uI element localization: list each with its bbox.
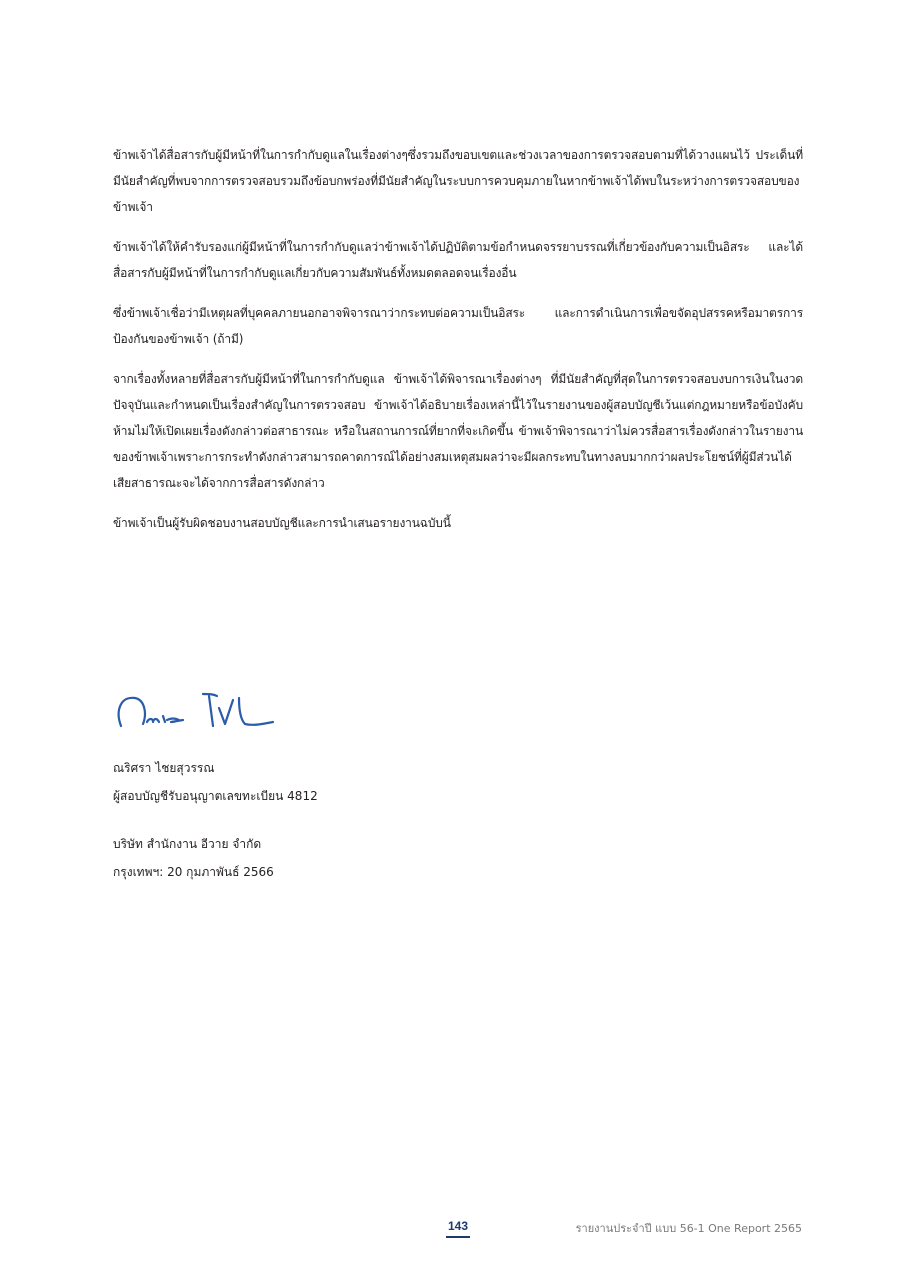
paragraph-responsibility: ข้าพเจ้าเป็นผู้รับผิดชอบงานสอบบัญชีและการนำเสนอรายงานฉบับนี้	[113, 516, 451, 530]
paragraph-key-audit-matters: จากเรื่องทั้งหลายที่สื่อสารกับผู้มีหน้าที่ในการกำกับดูแล ข้าพเจ้าได้พิจารณาเรื่องต่างๆ ที่มีนัยสำคัญที่สุดในการตรวจสอบงบการเงินในงวดปัจจุบันและกำหนดเป็นเรื่องสำคัญในการตรวจสอบ ข้าพเจ้าได้อธิบายเรื่องเหล่านี้ไว้ในรายงานของผู้สอบบัญชีเว้นแต่กฎหมายหรือข้อบังคับห้ามไม่ให้เปิดเผยเรื่องดังกล่าวต่อสาธารณะ หรือในสถานการณ์ที่ยากที่จะเกิดขึ้น ข้าพเจ้าพิจารณาว่าไม่ควรสื่อสารเรื่องดังกล่าวในรายงานของข้าพเจ้าเพราะการกระทำดังกล่าวสามารถคาดการณ์ได้อย่างสมเหตุสมผลว่าจะมีผลกระทบในทางลบมากกว่าผลประโยชน์ที่ผู้มีส่วนได้เสียสาธารณะจะได้จากการสื่อสารดังกล่าว	[113, 372, 803, 490]
company-name: บริษัท สำนักงาน อีวาย จำกัด	[113, 837, 262, 851]
signer-position: ผู้สอบบัญชีรับอนุญาตเลขทะเบียน 4812	[113, 789, 318, 803]
handwritten-signature	[113, 688, 283, 738]
place-date: กรุงเทพฯ: 20 กุมภาพันธ์ 2566	[113, 865, 274, 879]
report-body	[113, 142, 803, 550]
report-title: รายงานประจำปี แบบ 56-1 One Report 2565	[575, 1222, 802, 1235]
paragraph-independence: ข้าพเจ้าได้ให้คำรับรองแก่ผู้มีหน้าที่ในการกำกับดูแลว่าข้าพเจ้าได้ปฏิบัติตามข้อกำหนดจรรยาบรรณที่เกี่ยวข้องกับความเป็นอิสระ และได้สื่อสารกับผู้มีหน้าที่ในการกำกับดูแลเกี่ยวกับความสัมพันธ์ทั้งหมดตลอดจนเรื่องอื่น	[113, 240, 803, 280]
signer-gap	[113, 810, 318, 830]
page-number: 143	[447, 1219, 469, 1233]
page-number-underline	[446, 1236, 470, 1238]
signer-block	[113, 754, 318, 886]
signer-name: ณริศรา ไชยสุวรรณ	[113, 761, 215, 775]
paragraph-safeguards: ซึ่งข้าพเจ้าเชื่อว่ามีเหตุผลที่บุคคลภายนอกอาจพิจารณาว่ากระทบต่อความเป็นอิสระ และการดำเนินการเพื่อขจัดอุปสรรคหรือมาตรการป้องกันของข้าพเจ้า (ถ้ามี)	[113, 306, 803, 346]
paragraph-communication: ข้าพเจ้าได้สื่อสารกับผู้มีหน้าที่ในการกำกับดูแลในเรื่องต่างๆซึ่งรวมถึงขอบเขตและช่วงเวลาของการตรวจสอบตามที่ได้วางแผนไว้ ประเด็นที่มีนัยสำคัญที่พบจากการตรวจสอบรวมถึงข้อบกพร่องที่มีนัยสำคัญในระบบการควบคุมภายในหากข้าพเจ้าได้พบในระหว่างการตรวจสอบของข้าพเจ้า	[113, 148, 803, 214]
